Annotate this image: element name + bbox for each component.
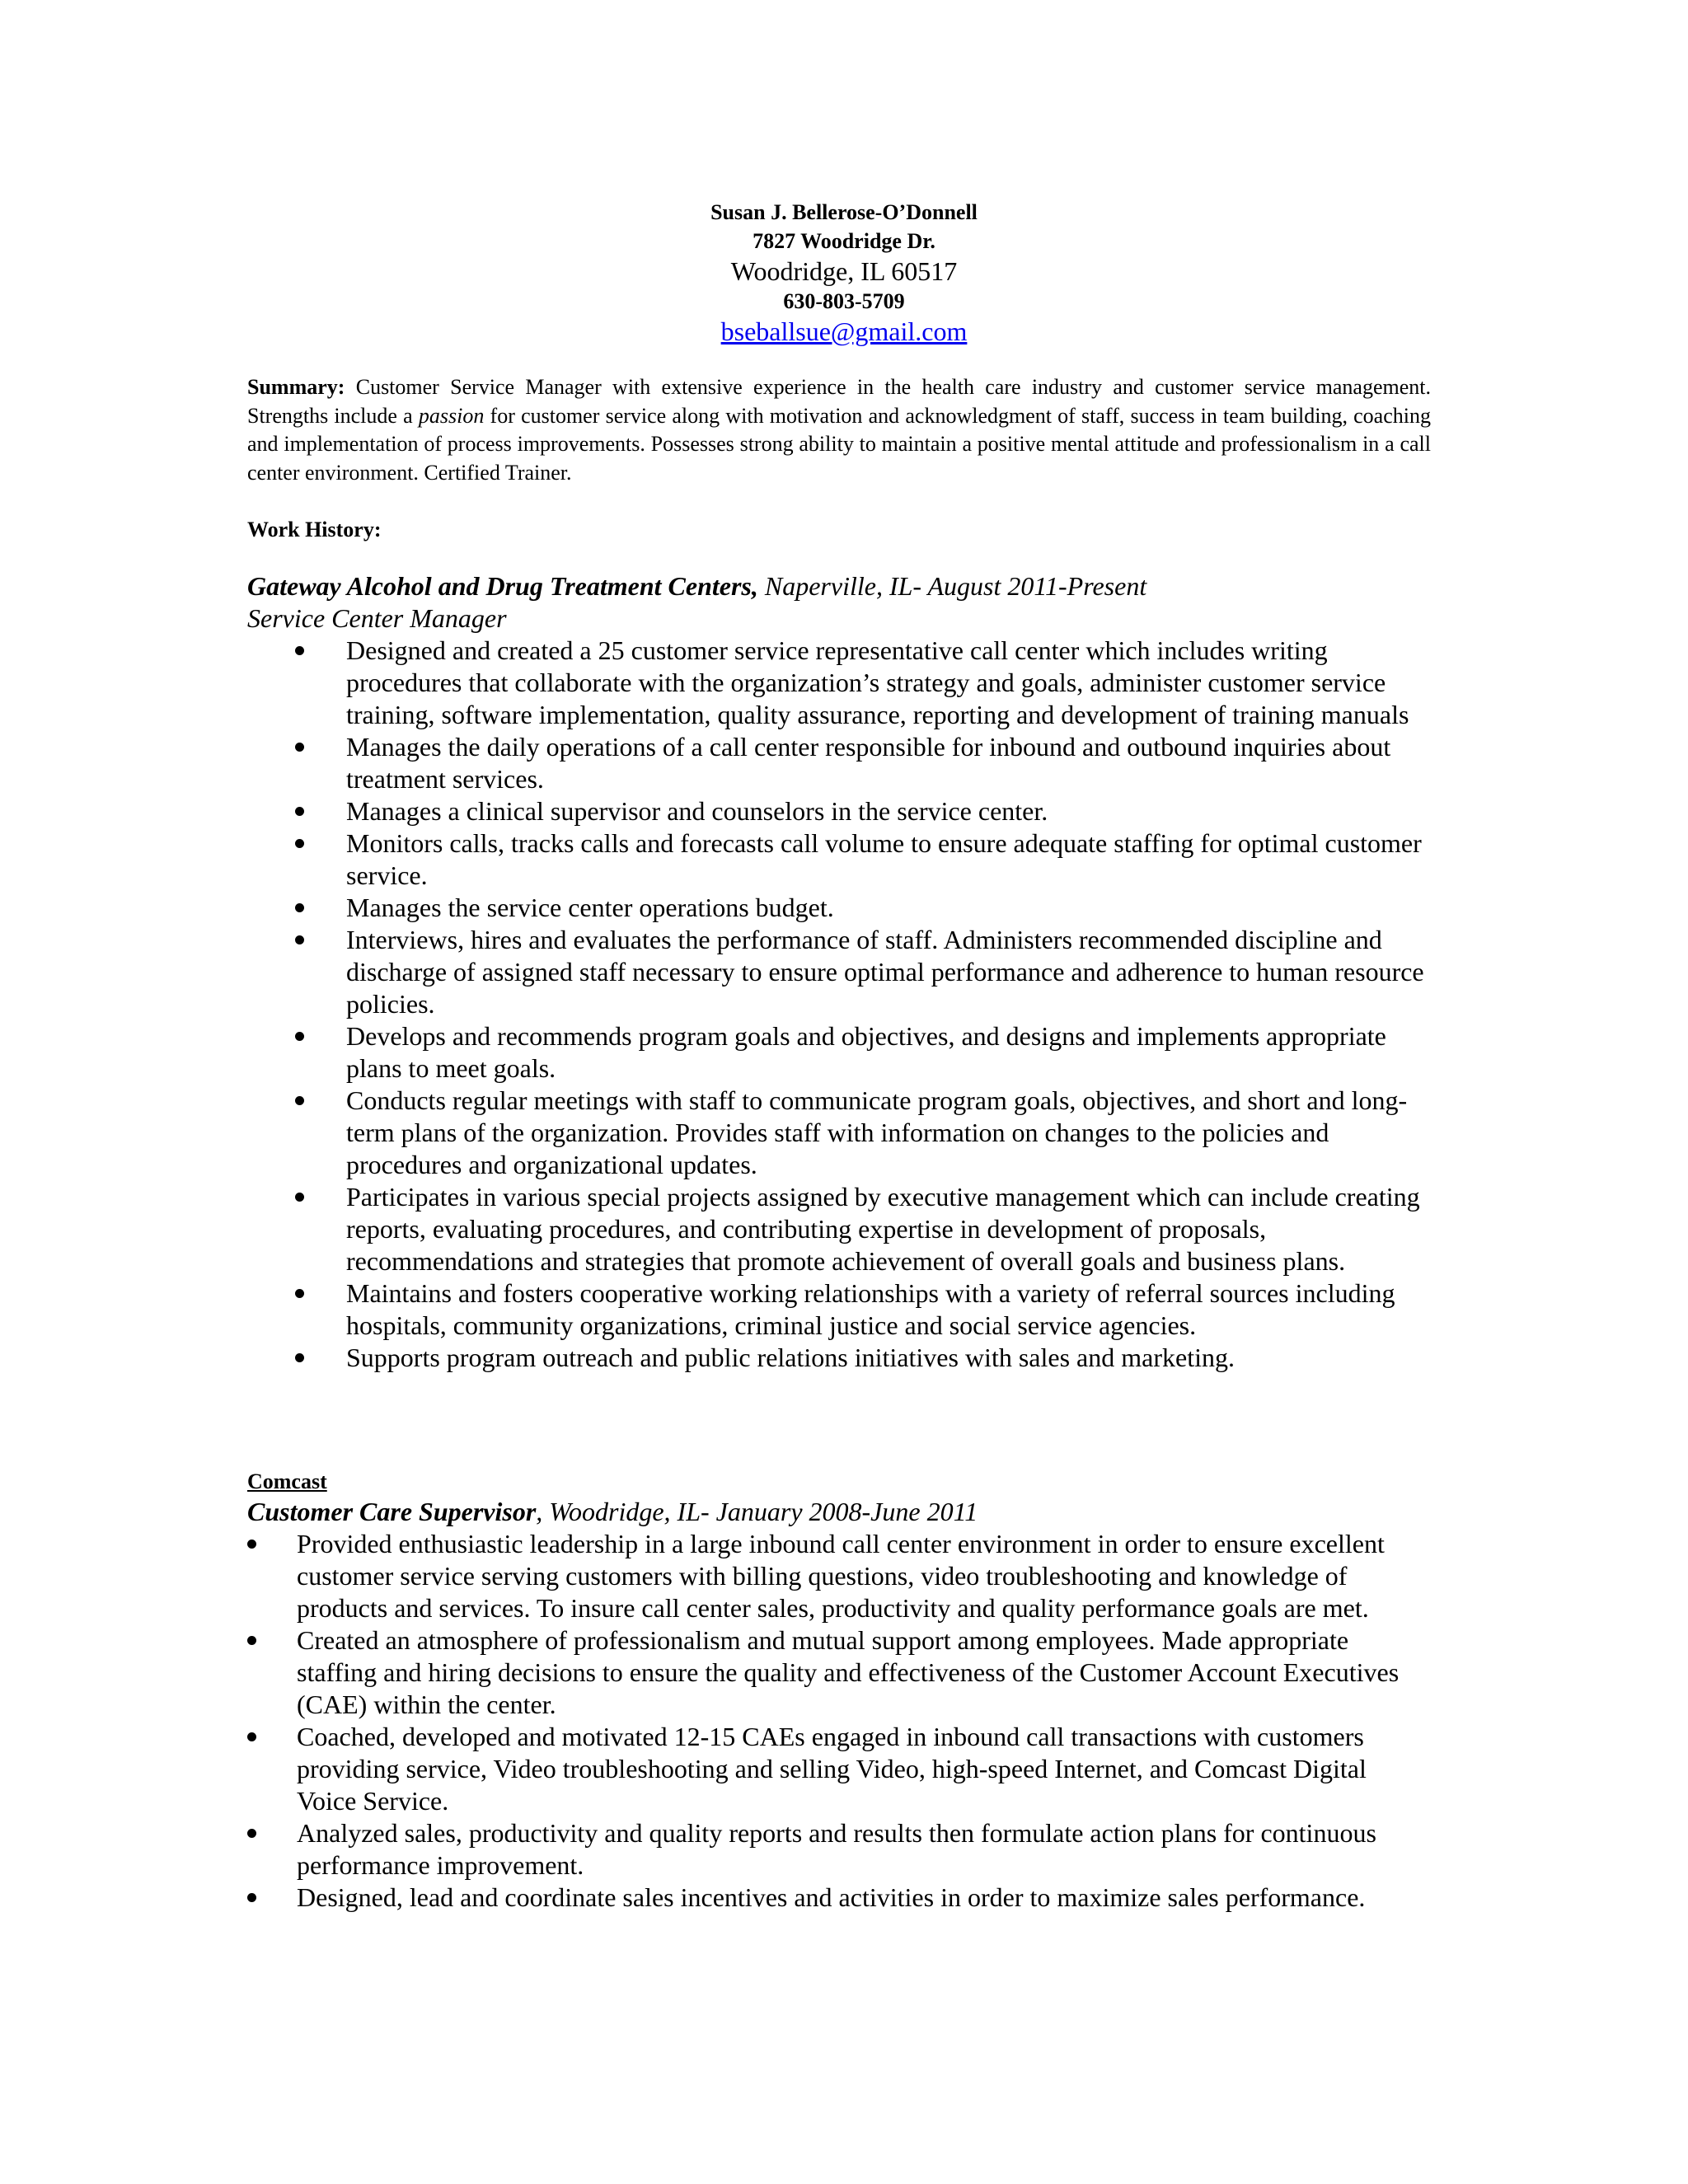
bullet-icon: [247, 1540, 256, 1549]
bullet-icon: [295, 935, 304, 944]
bullet-icon: [295, 903, 304, 912]
summary-emphasis: passion: [418, 403, 485, 428]
list-item: Maintains and fosters cooperative working relationships with a variety of referral sources including hospitals, community organizations, criminal justice and social service agencies.: [247, 1277, 1431, 1342]
bullet-icon: [295, 807, 304, 816]
summary-paragraph: [247, 373, 1431, 487]
email-link[interactable]: bseballsue@gmail.com: [720, 316, 968, 346]
list-item: Designed and created a 25 customer service representative call center which includes writing procedures that collaborate with the organization’s strategy and goals, administer customer service training, software implementation, quality assurance, reporting and development of training manuals: [247, 635, 1431, 731]
job-duties-list: [247, 635, 1431, 1374]
job-duties-list: [247, 1528, 1431, 1914]
job-comcast: [247, 1468, 1431, 1914]
street-address: 7827 Woodridge Dr.: [753, 229, 935, 253]
bullet-icon: [295, 1096, 304, 1105]
list-item: Analyzed sales, productivity and quality reports and results then formulate action plans for continuous performance improvement.: [247, 1817, 1431, 1882]
city-state-zip: Woodridge, IL 60517: [730, 256, 958, 286]
job-gateway: [247, 570, 1431, 1374]
bullet-icon: [295, 1032, 304, 1041]
bullet-icon: [247, 1732, 256, 1741]
summary-label: Summary:: [247, 375, 345, 399]
list-item: Develops and recommends program goals and objectives, and designs and implements appropriate plans to meet goals.: [247, 1020, 1431, 1085]
job-location-dates: Naperville, IL- August 2011-Present: [757, 571, 1147, 601]
bullet-icon: [247, 1893, 256, 1902]
summary-text-1: Customer Service Manager with extensive experience in the health care industry and customer service management. Strengths include a: [247, 375, 1431, 428]
job-title: Service Center Manager: [247, 603, 507, 633]
bullet-icon: [295, 743, 304, 752]
bullet-icon: [295, 1193, 304, 1202]
bullet-icon: [247, 1636, 256, 1645]
list-item: Interviews, hires and evaluates the performance of staff. Administers recommended discipline and discharge of assigned staff necessary to ensure optimal performance and adherence to human resource policies.: [247, 924, 1431, 1020]
phone-number: 630-803-5709: [783, 289, 905, 313]
list-item: Coached, developed and motivated 12-15 CAEs engaged in inbound call transactions with customers providing service, Video troubleshooting and selling Video, high-speed Internet, and Comcast Digital Voice Service.: [247, 1721, 1431, 1817]
list-item: Manages the service center operations budget.: [247, 892, 1431, 924]
bullet-icon: [295, 839, 304, 848]
work-history-heading: Work History:: [247, 518, 382, 541]
contact-header: [0, 198, 1688, 347]
bullet-icon: [295, 646, 304, 655]
job-heading: [247, 570, 1431, 602]
list-item: Monitors calls, tracks calls and forecasts call volume to ensure adequate staffing for optimal customer service.: [247, 827, 1431, 892]
job-heading: [247, 1496, 1431, 1528]
list-item: Created an atmosphere of professionalism and mutual support among employees. Made appropriate staffing and hiring decisions to ensure the quality and effectiveness of the Customer Account Executives (CAE) within the center.: [247, 1624, 1431, 1721]
employer-name: Gateway Alcohol and Drug Treatment Centers,: [247, 571, 758, 601]
list-item: Manages the daily operations of a call center responsible for inbound and outbound inquiries about treatment services.: [247, 731, 1431, 795]
list-item: Designed, lead and coordinate sales incentives and activities in order to maximize sales performance.: [247, 1882, 1431, 1914]
list-item: Supports program outreach and public relations initiatives with sales and marketing.: [247, 1342, 1431, 1374]
job-location-dates: , Woodridge, IL- January 2008-June 2011: [536, 1497, 978, 1526]
job-title: Customer Care Supervisor: [247, 1497, 537, 1526]
list-item: Participates in various special projects assigned by executive management which can include creating reports, evaluating procedures, and contributing expertise in development of proposals, recommendations and strategies that promote achievement of overall goals and business plans.: [247, 1181, 1431, 1277]
candidate-name: Susan J. Bellerose-O’Donnell: [710, 200, 978, 224]
list-item: Provided enthusiastic leadership in a large inbound call center environment in order to ensure excellent customer service serving customers with billing questions, video troubleshooting and knowledge of products and services. To insure call center sales, productivity and quality performance goals are met.: [247, 1528, 1431, 1624]
bullet-icon: [295, 1353, 304, 1362]
summary-text-2: for customer service along with motivation and acknowledgment of staff, success in team building, coaching and implementation of process improvements. Possesses strong ability to maintain a positive mental attitude and professionalism in a call center environment. Certified Trainer.: [247, 403, 1431, 485]
bullet-icon: [295, 1289, 304, 1298]
bullet-icon: [247, 1829, 256, 1838]
list-item: Conducts regular meetings with staff to communicate program goals, objectives, and short and long-term plans of the organization. Provides staff with information on changes to the policies and procedures and organizational updates.: [247, 1085, 1431, 1181]
employer-name: Comcast: [247, 1469, 327, 1493]
list-item: Manages a clinical supervisor and counselors in the service center.: [247, 795, 1431, 827]
